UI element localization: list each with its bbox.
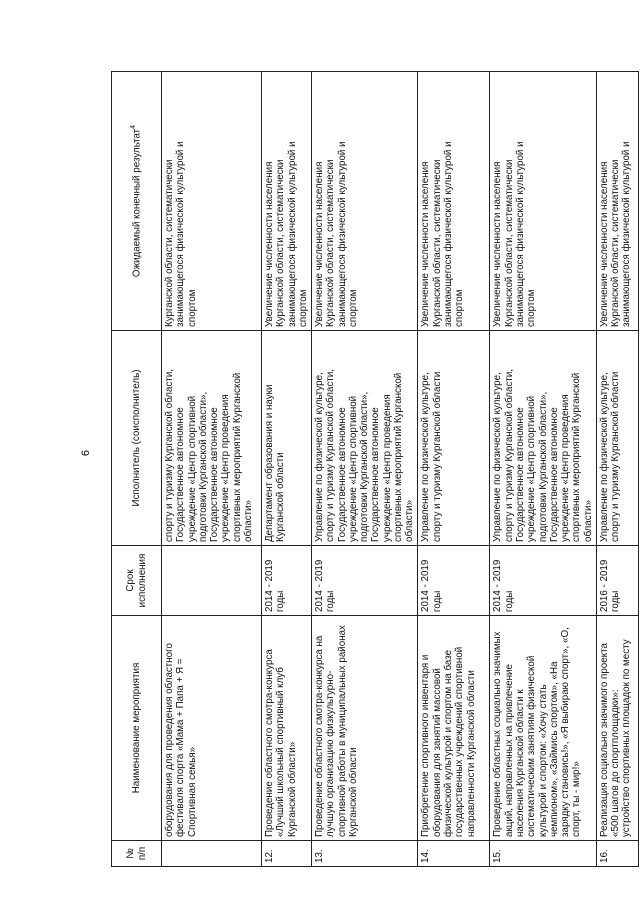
cell-executor — [262, 331, 312, 546]
cell-term-line: годы — [431, 590, 443, 612]
cell-result-line: Увеличение численности населения — [264, 161, 275, 327]
cell-name-line: спортивной работы в муниципальных районах — [336, 625, 348, 837]
cell-name-line: лучшую организацию физкультурно- — [325, 670, 337, 837]
cell-result-line: занимающегося физической культурой и — [336, 141, 348, 327]
cell-result-line: занимающегося физической культурой и — [286, 141, 298, 327]
cell-executor-line: Государственное автономное — [209, 407, 221, 542]
cell-result-line: спортом — [347, 289, 359, 327]
cell-result-line: Увеличение численности населения — [314, 161, 326, 327]
cell-term — [418, 546, 490, 616]
cell-num — [162, 841, 262, 867]
header-num-line: № — [125, 848, 137, 859]
cell-name-line: Проведение областного смотра-конкурса — [264, 649, 275, 837]
cell-executor-line: Государственное автономное — [336, 407, 348, 542]
cell-name-line: зарядку становись!», «Я выбираю спорт», «О, — [560, 627, 572, 837]
cell-num: 13. — [312, 841, 418, 867]
cell-result-line: спортом — [186, 289, 198, 327]
cell-name-line: Проведение областного смотра-конкурса на — [314, 635, 326, 837]
header-name: Наименование мероприятия — [112, 616, 162, 841]
cell-name — [162, 616, 262, 841]
cell-term-line: годы — [503, 590, 515, 612]
cell-term-line: годы — [275, 590, 287, 612]
cell-executor-line: подготовки Курганской области», — [537, 391, 549, 542]
cell-name — [312, 616, 418, 841]
header-result-footnote: 4 — [130, 124, 138, 129]
cell-result-line: Курганской области, систематически — [275, 159, 287, 327]
cell-executor-line: Управление по физической культуре, — [420, 372, 432, 542]
cell-num: 15. — [490, 841, 596, 867]
cell-term-line: 2014 - 2019 — [420, 559, 432, 612]
cell-name-line: устройство спортивных площадок по месту — [621, 639, 633, 837]
cell-term — [596, 546, 638, 616]
cell-name-line: Спортивная семья» — [186, 746, 198, 837]
cell-num: 14. — [418, 841, 490, 867]
events-table — [111, 71, 639, 867]
cell-executor-line: подготовки Курганской области», — [197, 391, 209, 542]
cell-result-line: Увеличение численности населения — [420, 161, 432, 327]
cell-name — [262, 616, 312, 841]
cell-term-line: 2014 - 2019 — [314, 559, 326, 612]
cell-executor — [490, 331, 596, 546]
cell-name-line: оборудования для проведения областного — [164, 643, 175, 837]
cell-name-line: «500 шагов до спортплощадки»: — [610, 689, 622, 837]
cell-term-line: 2014 - 2019 — [492, 559, 504, 612]
table-body — [162, 72, 639, 867]
cell-name-line: Курганской области — [347, 747, 359, 837]
cell-executor-line: учреждение «Центр проведения — [560, 394, 572, 542]
cell-term-line: 2016 - 2019 — [598, 559, 610, 612]
cell-executor-line: области» — [582, 499, 594, 542]
table-row — [418, 72, 490, 867]
cell-executor-line: Государственное автономное — [370, 407, 382, 542]
cell-term-line: годы — [610, 590, 622, 612]
cell-executor-line: спортивных мероприятий Курганской — [392, 372, 404, 542]
cell-result — [596, 72, 638, 331]
cell-name-line: физической культурой и спортом на базе — [442, 649, 454, 837]
cell-term — [312, 546, 418, 616]
table-wrapper — [111, 72, 633, 867]
header-num — [112, 841, 162, 867]
cell-name-line: направленности Курганской области — [465, 670, 477, 837]
cell-term-line: годы — [325, 590, 337, 612]
cell-executor-line: учреждение «Центр спортивной — [347, 395, 359, 542]
header-term — [112, 546, 162, 616]
cell-result-line: Курганской области, систематически — [164, 159, 175, 327]
table-row — [262, 72, 312, 867]
cell-executor-line: спорту и туризму Курганской области — [610, 371, 622, 542]
rotated-table-container — [111, 72, 633, 867]
cell-result-line: спортом — [297, 289, 309, 327]
header-result — [112, 72, 162, 331]
cell-executor-line: спортивных мероприятий Курганской — [231, 372, 243, 542]
cell-name-line: систематическим занятиям физической — [526, 655, 538, 837]
cell-result-line: Курганской области, систематически — [325, 159, 337, 327]
cell-name — [490, 616, 596, 841]
cell-num: 16. — [596, 841, 638, 867]
cell-result — [312, 72, 418, 331]
header-term-line: исполнения — [136, 553, 148, 608]
cell-executor — [418, 331, 490, 546]
cell-term-line: 2014 - 2019 — [264, 559, 275, 612]
cell-name — [596, 616, 638, 841]
cell-result — [262, 72, 312, 331]
cell-executor-line: Государственное автономное — [175, 407, 187, 542]
cell-name-line: Курганской области» — [286, 741, 298, 837]
cell-result-line: Курганской области, систематически — [431, 159, 443, 327]
cell-executor-line: Государственное автономное — [548, 407, 560, 542]
table-row — [490, 72, 596, 867]
cell-executor-line: Управление по физической культуре, — [492, 372, 504, 542]
cell-executor-line: Курганской области — [275, 452, 287, 542]
cell-name-line: «Лучший школьный спортивный клуб — [275, 667, 287, 837]
cell-name-line: культурой и спортом: «Хочу стать — [537, 684, 549, 837]
cell-executor — [162, 331, 262, 546]
cell-executor-line: спорту и туризму Курганской области, — [325, 368, 337, 542]
cell-result-line: Курганской области, систематически — [503, 159, 515, 327]
cell-name-line: населения Курганской области к — [514, 689, 526, 837]
cell-executor-line: спорту и туризму Курганской области, — [503, 368, 515, 542]
cell-result-line: Увеличение численности населения — [492, 161, 504, 327]
table-row — [596, 72, 638, 867]
cell-executor-line: учреждение «Центр спортивной — [186, 395, 198, 542]
cell-executor — [312, 331, 418, 546]
cell-executor-line: Управление по физической культуре, — [314, 372, 326, 542]
header-executor: Исполнитель (соисполнитель) — [112, 331, 162, 546]
cell-executor-line: Управление по физической культуре, — [598, 372, 610, 542]
cell-executor — [596, 331, 638, 546]
cell-name-line: государственных учреждений спортивной — [454, 646, 466, 837]
cell-num: 12. — [262, 841, 312, 867]
cell-name-line: фестиваля спорта «Мама + Папа + Я = — [175, 658, 187, 837]
cell-name-line: Реализация социально значимого проекта — [598, 643, 610, 837]
cell-name-line: Проведение областных социально значимых — [492, 631, 504, 837]
cell-term — [162, 546, 262, 616]
header-num-line: п/п — [136, 846, 148, 861]
cell-executor-line: спорту и туризму Курганской области — [431, 371, 443, 542]
cell-executor-line: учреждение «Центр проведения — [220, 394, 232, 542]
cell-result-line: занимающегося физической культурой и — [175, 141, 187, 327]
page-number: 6 — [80, 449, 92, 457]
cell-result-line: спортом — [454, 289, 466, 327]
cell-result-line: занимающегося физической культурой и — [442, 141, 454, 327]
cell-executor-line: спортивных мероприятий Курганской — [571, 372, 583, 542]
header-result-label: Ожидаемый конечный результат — [131, 128, 143, 278]
cell-executor-line: области» — [404, 499, 416, 542]
cell-executor-line: учреждение «Центр проведения — [381, 394, 393, 542]
cell-result-line: Увеличение численности населения — [598, 161, 610, 327]
cell-executor-line: учреждение «Центр спортивной — [526, 395, 538, 542]
cell-result — [162, 72, 262, 331]
header-term-line: Срок — [125, 569, 137, 592]
cell-executor-line: подготовки Курганской области», — [359, 391, 371, 542]
cell-executor-line: Департамент образования и науки — [264, 384, 275, 542]
cell-name-line: акций, направленных на привлечение — [503, 664, 515, 837]
table-row — [162, 72, 262, 867]
cell-name-line: Приобретение спортивного инвентаря и — [420, 654, 432, 837]
cell-term — [490, 546, 596, 616]
table-header-row — [112, 72, 162, 867]
cell-term — [262, 546, 312, 616]
cell-result — [490, 72, 596, 331]
cell-name-line: чемпионом», «Займись спортом», «На — [548, 661, 560, 837]
cell-name-line: оборудования для занятий массовой — [431, 668, 443, 837]
cell-result — [418, 72, 490, 331]
table-row — [312, 72, 418, 867]
cell-name — [418, 616, 490, 841]
cell-result-line: спортом — [526, 289, 538, 327]
cell-executor-line: спорту и туризму Курганской области, — [164, 368, 175, 542]
cell-result-line: Курганской области, систематически — [610, 159, 622, 327]
cell-executor-line: Государственное автономное — [514, 407, 526, 542]
cell-name-line: спорт, ты - мир!» — [571, 761, 583, 837]
cell-result-line: занимающегося физической культурой и — [621, 141, 633, 327]
cell-executor-line: области» — [242, 499, 254, 542]
cell-result-line: занимающегося физической культурой и — [514, 141, 526, 327]
